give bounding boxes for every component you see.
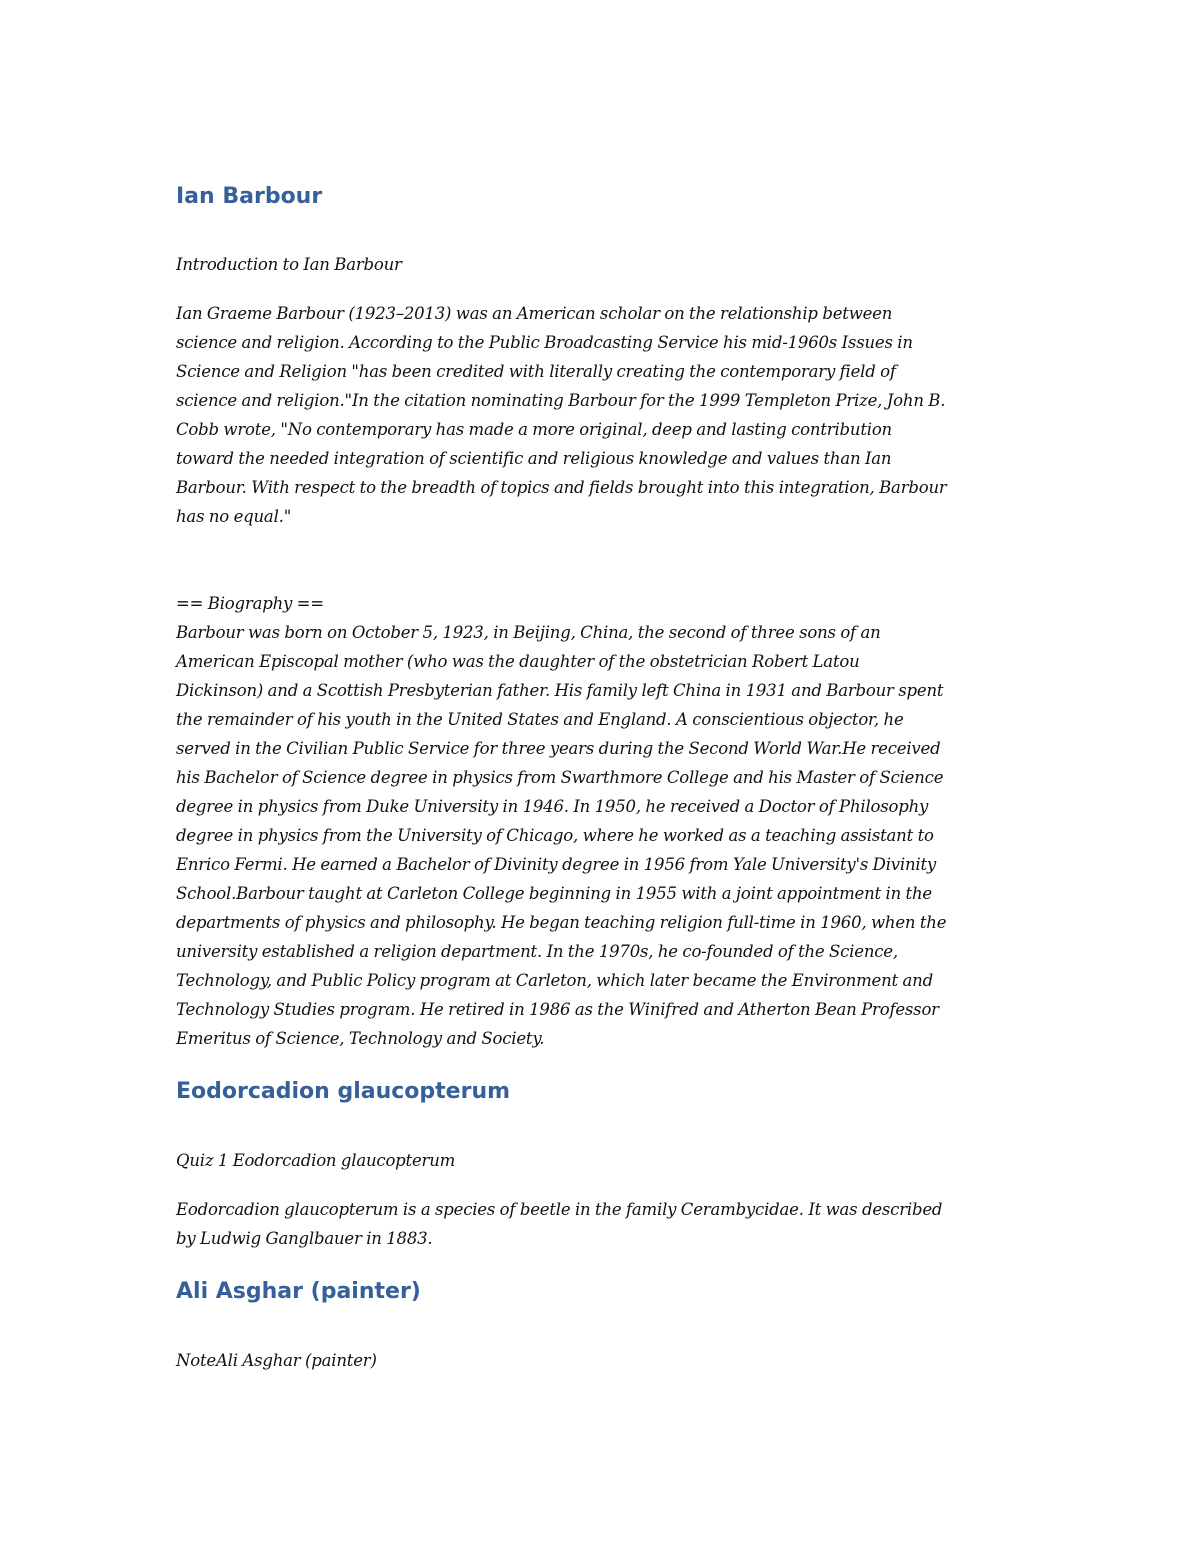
biography-line: American Episcopal mother (who was the daughter of the obstetrician Robert Latou [176,652,860,671]
biography-line: Technology, and Public Policy program at Carleton, which later became the Environment and [176,971,933,990]
biography-line: Emeritus of Science, Technology and Society. [176,1029,545,1048]
section-heading-eodorcadion: Eodorcadion glaucopterum [176,1079,511,1104]
intro-line: has no equal." [176,507,292,526]
intro-line: Ian Graeme Barbour (1923–2013) was an American scholar on the relationship between [176,304,893,323]
biography-line: Dickinson) and a Scottish Presbyterian father. His family left China in 1931 and Barbour spent [176,681,944,700]
intro-line: Science and Religion "has been credited with literally creating the contemporary field of [176,362,896,381]
eodorcadion-paragraph [176,1195,1026,1253]
section-subtitle-ian-barbour: Introduction to Ian Barbour [176,255,402,274]
eodorcadion-line: Eodorcadion glaucopterum is a species of beetle in the family Cerambycidae. It was described [176,1200,943,1219]
biography-line: degree in physics from Duke University in 1946. In 1950, he received a Doctor of Philosophy [176,797,929,816]
biography-line: the remainder of his youth in the United States and England. A conscientious objector, he [176,710,904,729]
biography-line: served in the Civilian Public Service for three years during the Second World War.He received [176,739,941,758]
section-heading-ian-barbour: Ian Barbour [176,184,323,209]
biography-line: School.Barbour taught at Carleton College beginning in 1955 with a joint appointment in the [176,884,932,903]
intro-paragraph [176,299,1026,531]
document-content [176,176,1026,1375]
intro-line: toward the needed integration of scientific and religious knowledge and values than Ian [176,449,892,468]
biography-line: departments of physics and philosophy. He began teaching religion full-time in 1960, when the [176,913,947,932]
section-subtitle-ali-asghar: NoteAli Asghar (painter) [176,1351,377,1370]
section-heading-ali-asghar: Ali Asghar (painter) [176,1279,421,1304]
eodorcadion-line: by Ludwig Ganglbauer in 1883. [176,1229,433,1248]
intro-line: Barbour. With respect to the breadth of topics and fields brought into this integration, Barbour [176,478,947,497]
biography-line: degree in physics from the University of Chicago, where he worked as a teaching assistant to [176,826,934,845]
biography-line: == Biography == [176,594,324,613]
biography-line: Barbour was born on October 5, 1923, in Beijing, China, the second of three sons of an [176,623,881,642]
biography-line: his Bachelor of Science degree in physics from Swarthmore College and his Master of Science [176,768,944,787]
biography-line: Technology Studies program. He retired in 1986 as the Winifred and Atherton Bean Professor [176,1000,939,1019]
biography-line: university established a religion department. In the 1970s, he co-founded of the Science, [176,942,898,961]
intro-line: Cobb wrote, "No contemporary has made a more original, deep and lasting contribution [176,420,892,439]
section-subtitle-eodorcadion: Quiz 1 Eodorcadion glaucopterum [176,1151,456,1170]
biography-line: Enrico Fermi. He earned a Bachelor of Divinity degree in 1956 from Yale University's Divinity [176,855,937,874]
intro-line: science and religion."In the citation nominating Barbour for the 1999 Templeton Prize, John B. [176,391,946,410]
biography-paragraph [176,589,1026,1053]
intro-line: science and religion. According to the Public Broadcasting Service his mid-1960s Issues in [176,333,913,352]
